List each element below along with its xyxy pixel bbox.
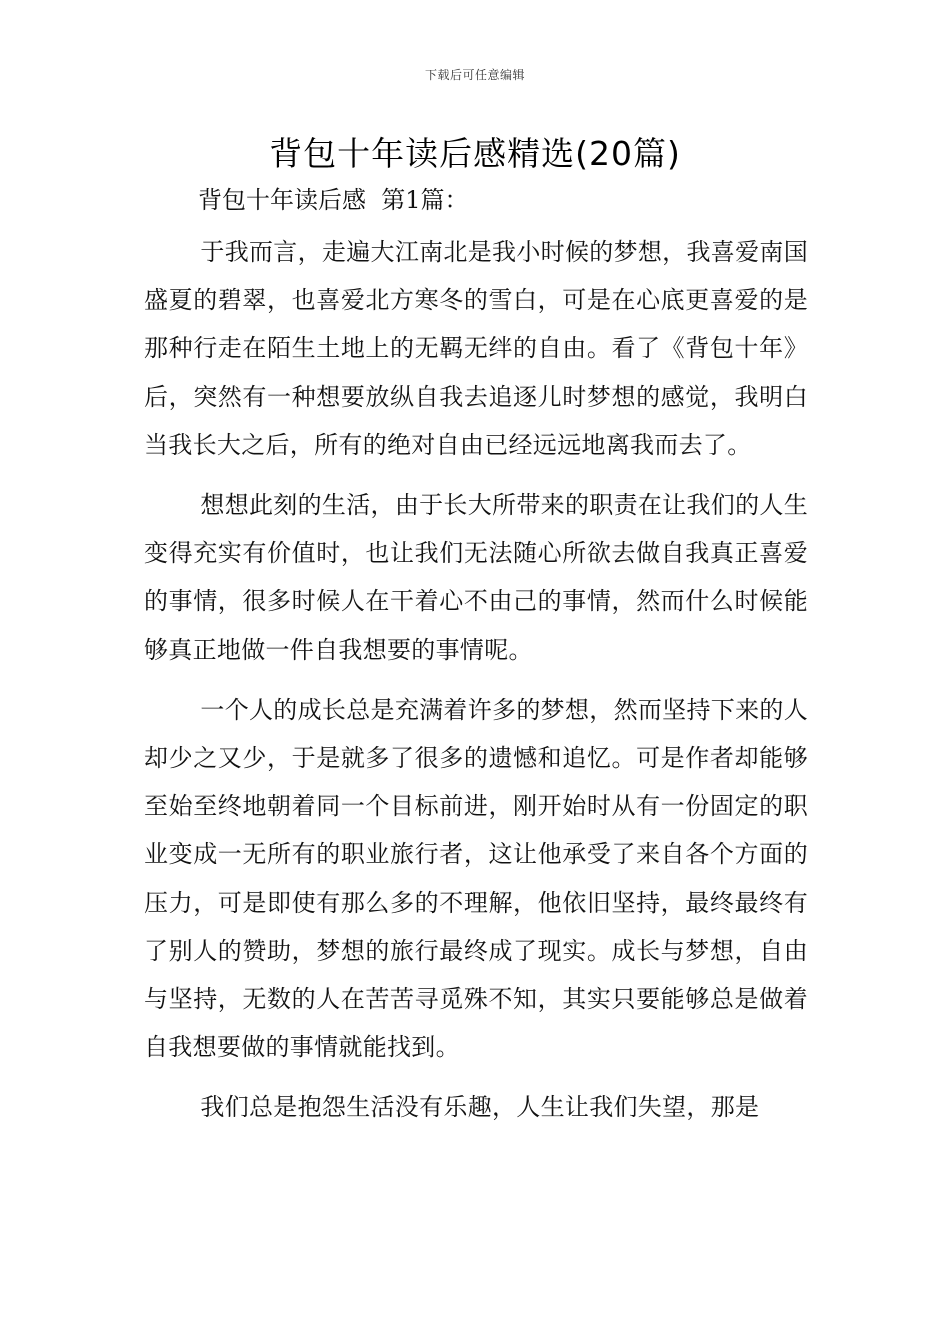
- paragraph: 我们总是抱怨生活没有乐趣，人生让我们失望，那是: [200, 1093, 760, 1122]
- document-title: 背包十年读后感精选(20篇): [269, 134, 681, 173]
- paragraph: 于我而言，走遍大江南北是我小时候的梦想，我喜爱南国盛夏的碧翠，也喜爱北方寒冬的雪白，可是在心底更喜爱的是那种行走在陌生土地上的无羁无绊的自由。看了《背包十年》后，突然有一种想要放纵自我去追逐儿时梦想的感觉，我明白当我长大之后，所有的绝对自由已经远远地离我而去了。: [144, 238, 808, 459]
- paragraph: 想想此刻的生活，由于长大所带来的职责在让我们的人生变得充实有价值时，也让我们无法随心所欲去做自我真正喜爱的事情，很多时候人在干着心不由己的事情，然而什么时候能够真正地做一件自我想要的事情呢。: [144, 491, 808, 664]
- section-heading: 背包十年读后感 第1篇：: [198, 186, 469, 214]
- document-body: [144, 228, 808, 1132]
- paragraph: 一个人的成长总是充满着许多的梦想，然而坚持下来的人却少之又少，于是就多了很多的遗憾和追忆。可是作者却能够至始至终地朝着同一个目标前进，刚开始时从有一份固定的职业变成一无所有的职业旅行者，这让他承受了来自各个方面的压力，可是即使有那么多的不理解，他依旧坚持，最终最终有了别人的赞助，梦想的旅行最终成了现实。成长与梦想，自由与坚持，无数的人在苦苦寻觅殊不知，其实只要能够总是做着自我想要做的事情就能找到。: [144, 695, 808, 1062]
- header-note: 下载后可任意编辑: [424, 68, 525, 82]
